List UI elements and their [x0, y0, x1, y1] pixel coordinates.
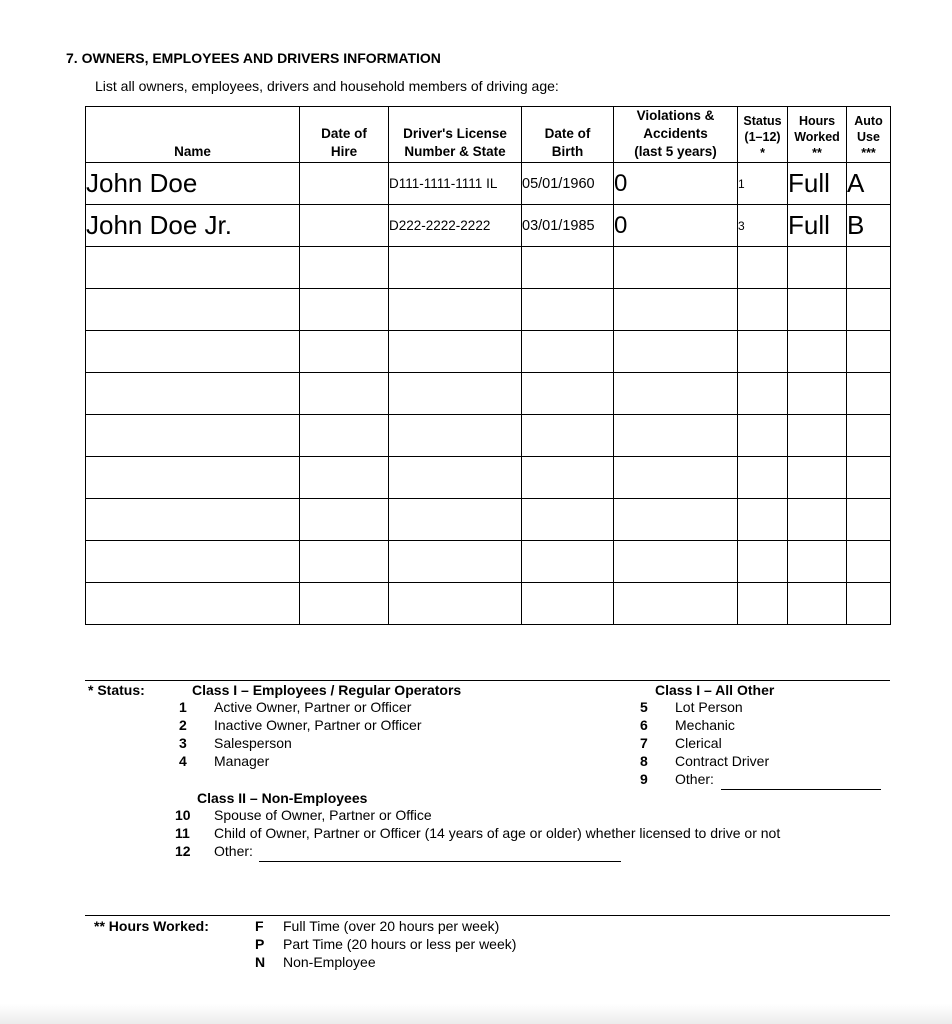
date-of-birth-cell[interactable]: 05/01/1960	[522, 163, 614, 205]
date-of-birth-cell[interactable]	[522, 457, 614, 499]
violations-cell[interactable]	[614, 583, 738, 625]
name-cell[interactable]	[86, 247, 300, 289]
license-cell[interactable]	[389, 247, 522, 289]
date-of-birth-cell[interactable]	[522, 373, 614, 415]
date-of-hire-cell[interactable]	[300, 415, 389, 457]
header-hours: Hours Worked **	[788, 107, 847, 163]
license-cell[interactable]	[389, 541, 522, 583]
hours-cell[interactable]	[788, 583, 847, 625]
table-row	[86, 583, 891, 625]
drivers-table	[85, 106, 891, 625]
table-row	[86, 541, 891, 583]
status-legend-label: * Status:	[88, 682, 145, 698]
auto-use-cell[interactable]: B	[847, 205, 891, 247]
license-cell[interactable]	[389, 583, 522, 625]
header-date-of-hire: Date of Hire	[300, 107, 389, 163]
name-cell[interactable]	[86, 415, 300, 457]
status-cell[interactable]	[738, 583, 788, 625]
date-of-hire-cell[interactable]	[300, 583, 389, 625]
table-row	[86, 247, 891, 289]
auto-use-cell[interactable]	[847, 583, 891, 625]
hours-legend-label: ** Hours Worked:	[94, 918, 209, 934]
name-cell[interactable]	[86, 583, 300, 625]
name-cell[interactable]	[86, 373, 300, 415]
hours-cell[interactable]: Full	[788, 205, 847, 247]
date-of-hire-cell[interactable]	[300, 373, 389, 415]
status-cell[interactable]	[738, 415, 788, 457]
license-cell[interactable]	[389, 373, 522, 415]
name-cell[interactable]	[86, 457, 300, 499]
license-cell[interactable]	[389, 331, 522, 373]
auto-use-cell[interactable]	[847, 499, 891, 541]
date-of-hire-cell[interactable]	[300, 163, 389, 205]
name-cell[interactable]	[86, 289, 300, 331]
status-cell[interactable]	[738, 247, 788, 289]
date-of-birth-cell[interactable]	[522, 289, 614, 331]
header-license: Driver's License Number & State	[389, 107, 522, 163]
table-row	[86, 289, 891, 331]
auto-use-cell[interactable]	[847, 457, 891, 499]
date-of-hire-cell[interactable]	[300, 457, 389, 499]
violations-cell[interactable]	[614, 331, 738, 373]
header-status: Status (1–12) *	[738, 107, 788, 163]
status-cell[interactable]: 1	[738, 163, 788, 205]
auto-use-cell[interactable]	[847, 289, 891, 331]
section-title: 7. OWNERS, EMPLOYEES AND DRIVERS INFORMATION	[66, 50, 441, 66]
violations-cell[interactable]	[614, 289, 738, 331]
other-class2-field[interactable]	[259, 847, 621, 862]
table-row	[86, 331, 891, 373]
auto-use-cell[interactable]	[847, 247, 891, 289]
auto-use-cell[interactable]	[847, 373, 891, 415]
status-divider	[85, 680, 890, 681]
hours-cell[interactable]	[788, 499, 847, 541]
status-cell[interactable]	[738, 541, 788, 583]
section-instructions: List all owners, employees, drivers and household members of driving age:	[95, 78, 559, 94]
status-cell[interactable]: 3	[738, 205, 788, 247]
page-bottom-edge	[0, 1004, 952, 1024]
other-class1-field[interactable]	[721, 775, 881, 790]
status-cell[interactable]	[738, 331, 788, 373]
license-cell[interactable]	[389, 499, 522, 541]
violations-cell[interactable]	[614, 499, 738, 541]
hours-cell[interactable]	[788, 331, 847, 373]
date-of-hire-cell[interactable]	[300, 331, 389, 373]
hours-cell[interactable]	[788, 415, 847, 457]
auto-use-cell[interactable]	[847, 415, 891, 457]
hours-cell[interactable]: Full	[788, 163, 847, 205]
hours-cell[interactable]	[788, 289, 847, 331]
date-of-hire-cell[interactable]	[300, 289, 389, 331]
auto-use-cell[interactable]: A	[847, 163, 891, 205]
date-of-birth-cell[interactable]	[522, 331, 614, 373]
violations-cell[interactable]	[614, 415, 738, 457]
table-row	[86, 163, 891, 205]
date-of-birth-cell[interactable]	[522, 247, 614, 289]
status-cell[interactable]	[738, 499, 788, 541]
name-cell[interactable]	[86, 499, 300, 541]
name-cell[interactable]	[86, 541, 300, 583]
class1-employees-heading: Class I – Employees / Regular Operators	[192, 682, 462, 698]
license-cell[interactable]: D222-2222-2222	[389, 205, 522, 247]
license-cell[interactable]	[389, 289, 522, 331]
date-of-hire-cell[interactable]	[300, 205, 389, 247]
header-auto-use: Auto Use ***	[847, 107, 891, 163]
status-cell[interactable]	[738, 289, 788, 331]
violations-cell[interactable]: 0	[614, 205, 738, 247]
auto-use-cell[interactable]	[847, 541, 891, 583]
license-cell[interactable]	[389, 415, 522, 457]
table-row	[86, 415, 891, 457]
date-of-hire-cell[interactable]	[300, 541, 389, 583]
hours-cell[interactable]	[788, 541, 847, 583]
status-cell[interactable]	[738, 457, 788, 499]
class2-heading: Class II – Non-Employees	[197, 790, 368, 806]
violations-cell[interactable]	[614, 247, 738, 289]
hours-cell[interactable]	[788, 247, 847, 289]
hours-divider	[85, 915, 890, 916]
license-cell[interactable]: D111-1111-1111 IL	[389, 163, 522, 205]
auto-use-cell[interactable]	[847, 331, 891, 373]
name-cell[interactable]: John Doe	[86, 163, 300, 205]
violations-cell[interactable]	[614, 457, 738, 499]
violations-cell[interactable]	[614, 541, 738, 583]
date-of-birth-cell[interactable]: 03/01/1985	[522, 205, 614, 247]
name-cell[interactable]: John Doe Jr.	[86, 205, 300, 247]
name-cell[interactable]	[86, 331, 300, 373]
status-cell[interactable]	[738, 373, 788, 415]
date-of-birth-cell[interactable]	[522, 499, 614, 541]
violations-cell[interactable]: 0	[614, 163, 738, 205]
violations-cell[interactable]	[614, 373, 738, 415]
header-violations: Violations & Accidents (last 5 years)	[614, 107, 738, 163]
table-row	[86, 373, 891, 415]
date-of-hire-cell[interactable]	[300, 499, 389, 541]
table-row	[86, 205, 891, 247]
date-of-birth-cell[interactable]	[522, 541, 614, 583]
date-of-hire-cell[interactable]	[300, 247, 389, 289]
license-cell[interactable]	[389, 457, 522, 499]
table-row	[86, 457, 891, 499]
header-date-of-birth: Date of Birth	[522, 107, 614, 163]
class1-other-heading: Class I – All Other	[655, 682, 775, 698]
table-header-row	[86, 107, 891, 163]
table-row	[86, 499, 891, 541]
header-name: Name	[86, 107, 300, 163]
date-of-birth-cell[interactable]	[522, 415, 614, 457]
hours-cell[interactable]	[788, 457, 847, 499]
hours-cell[interactable]	[788, 373, 847, 415]
date-of-birth-cell[interactable]	[522, 583, 614, 625]
